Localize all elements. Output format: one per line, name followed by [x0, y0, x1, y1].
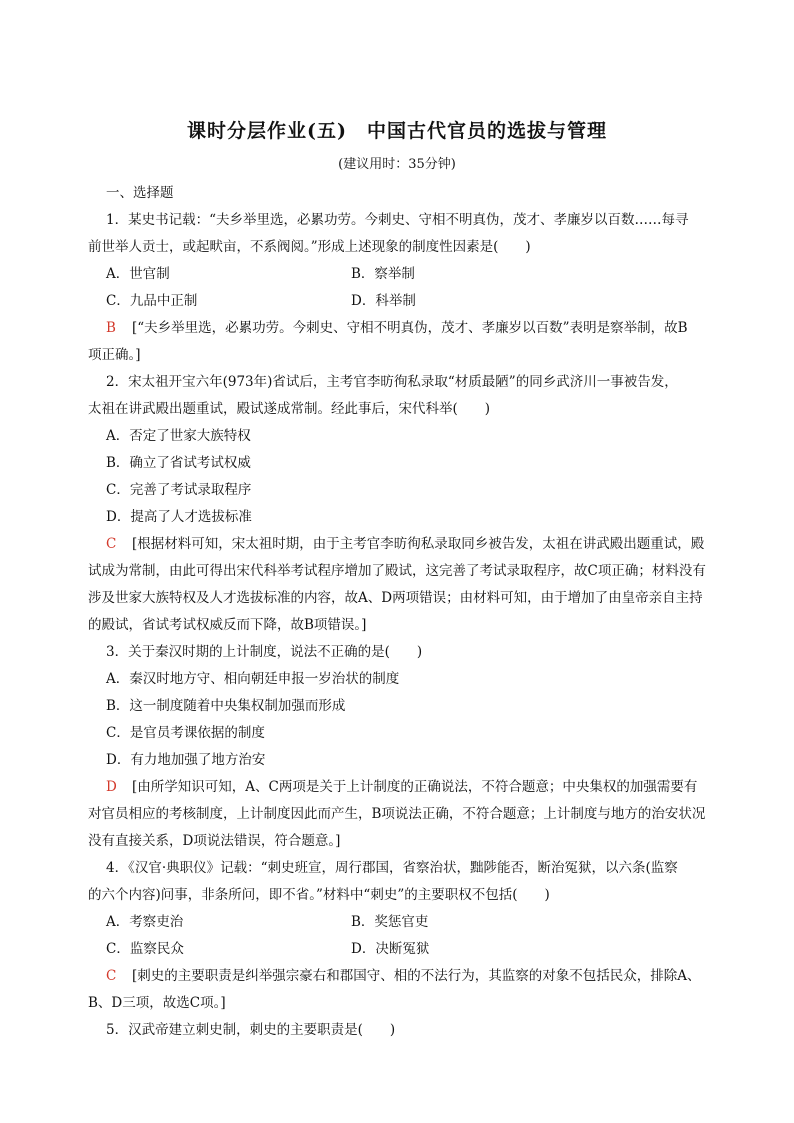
explanation — [88, 774, 720, 801]
question-3 — [88, 639, 720, 855]
question-4 — [88, 855, 720, 1017]
option-b: B．察举制 — [351, 266, 415, 282]
options-row — [88, 936, 720, 963]
question-5 — [88, 1017, 720, 1044]
option-a: A．秦汉时地方守、相向朝廷申报一岁治状的制度 — [106, 671, 400, 687]
explanation-text: B、D三项，故选C项。] — [88, 995, 226, 1011]
explanation-text: 没有直接关系，D项说法错误，符合题意。] — [88, 833, 341, 849]
explanation-text: [刺史的主要职责是纠举强宗豪右和郡国守、相的不法行为，其监察的对象不包括民众，排除A、 — [132, 968, 701, 984]
answer-letter: D — [106, 779, 117, 795]
explanation-text: [“夫乡举里选，必累功劳。今刺史、守相不明真伪，茂才、孝廉岁以百数”表明是察举制，故B — [132, 320, 688, 336]
explanation-text: 对官员相应的考核制度，上计制度因此而产生，B项说法正确，不符合题意；上计制度与地方的治安状况 — [88, 806, 706, 822]
option-d: D．决断冤狱 — [351, 941, 430, 957]
section-heading: 一、选择题 — [106, 185, 174, 201]
explanation-text: [由所学知识可知，A、C两项是关于上计制度的正确说法，不符合题意；中央集权的加强需要有 — [132, 779, 698, 795]
option-c: C．完善了考试录取程序 — [106, 482, 252, 498]
question-stem: 3．关于秦汉时期的上计制度，说法不正确的是( ) — [106, 644, 423, 660]
option-d: D．有力地加强了地方治安 — [106, 752, 266, 768]
option-a: A．考察吏治 — [106, 914, 184, 930]
option-d: D．科举制 — [351, 293, 416, 309]
options-row — [88, 261, 720, 288]
explanation-text: 项正确。] — [88, 347, 141, 363]
option-c: C．监察民众 — [106, 941, 184, 957]
explanation — [88, 963, 720, 990]
option-c: C．九品中正制 — [106, 293, 198, 309]
question-2 — [88, 369, 720, 639]
option-d: D．提高了人才选拔标准 — [106, 509, 252, 525]
answer-letter: C — [106, 536, 117, 552]
page-title: 课时分层作业(五) 中国古代官员的选拔与管理 — [187, 120, 607, 142]
content — [88, 180, 720, 1044]
options-row — [88, 288, 720, 315]
question-stem: 太祖在讲武殿出题重试，殿试遂成常制。经此事后，宋代科举( ) — [88, 401, 491, 417]
question-stem: 4．《汉官·典职仪》记载：“刺史班宣，周行郡国，省察治状，黜陟能否，断治冤狱，以六条(监察 — [106, 860, 678, 876]
explanation — [88, 315, 720, 342]
page-subtitle: (建议用时：35分钟) — [338, 157, 456, 172]
explanation-text: 试成为常制，由此可得出宋代科举考试程序增加了殿试，这完善了考试录取程序，故C项正确；材料没有 — [88, 563, 706, 579]
option-b: B．这一制度随着中央集权制加强而形成 — [106, 698, 346, 714]
option-b: B．确立了省试考试权威 — [106, 455, 251, 471]
question-stem: 的六个内容)问事，非条所问，即不省。”材料中“刺史”的主要职权不包括( ) — [88, 887, 550, 903]
option-a: A．世官制 — [106, 266, 170, 282]
question-1 — [88, 207, 720, 369]
explanation — [88, 531, 720, 558]
question-stem: 1．某史书记载：“夫乡举里选，必累功劳。今刺史、守相不明真伪，茂才、孝廉岁以百数……每寻 — [106, 212, 689, 228]
option-a: A．否定了世家大族特权 — [106, 428, 251, 444]
option-b: B．奖惩官吏 — [351, 914, 429, 930]
question-stem: 2．宋太祖开宝六年(973年)省试后，主考官李昉徇私录取“材质最陋”的同乡武济川一事被告发， — [106, 374, 678, 390]
answer-letter: B — [106, 320, 116, 336]
answer-letter: C — [106, 968, 117, 984]
explanation-text: 涉及世家大族特权及人才选拔标准的内容，故A、D两项错误；由材料可知，由于增加了由皇帝亲自主持 — [88, 590, 703, 606]
explanation-text: 的殿试，省试考试权威反而下降，故B项错误。] — [88, 617, 367, 633]
question-stem: 5．汉武帝建立刺史制，刺史的主要职责是( ) — [106, 1022, 396, 1038]
explanation-text: [根据材料可知，宋太祖时期，由于主考官李昉徇私录取同乡被告发，太祖在讲武殿出题重试，殿 — [132, 536, 705, 552]
options-row — [88, 909, 720, 936]
option-c: C．是官员考课依据的制度 — [106, 725, 265, 741]
question-stem: 前世举人贡士，或起畎亩，不系阀阅。”形成上述现象的制度性因素是( ) — [88, 239, 531, 255]
